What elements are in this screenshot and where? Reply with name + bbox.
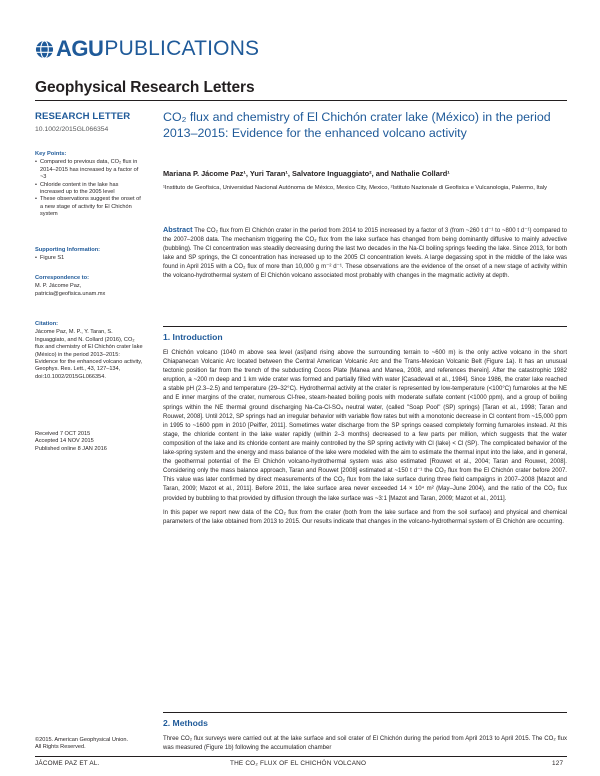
introduction-paragraph: El Chichón volcano (1040 m above sea level (asl)and rising above the surrounding terrain to ~600 m) is the only active volcano in the short Chiapanecan Volcanic Arc located between the Central American Volcanic Arc and the Trans-Mexican Volcanic Belt (Figure 1a). It has an unusual tectonic position far from the trench of the subducting Cocos Plate [Manea and Manea, 2008, and references therein]. After the catastrophic 1982 eruption, a ~200 m deep and 1 km wide crater was formed and partially filled with water [Casadevall et al., 1984]. Since 1986, the crater lake reached a stable pH (2.3–2.5) and temperature (29–32°C). Hydrothermal activity at the crater is represented by low-temperature (<100°C) fumaroles at the NE and E inner margins of the crater, numerous Cl-free, steam-heated boiling pools with moderate sulfate content (<1000 ppm), and a group of boiling springs within the NE thermal ground discharging Na-Ca-Cl-SO₄ neutral water, (called "Soap Pool" (SP) springs) [Taran et al., 1998; Taran and Rouwet, 2008]. Until 2012, SP springs had an irregular behavior with variable flow rates but with a monotonic decrease in Cl content from ~15,000 ppm in 1995 to ~1600 ppm in 2010 [Peiffer, 2011]. Sometimes water discharge from the SP springs ceased completely forming fumaroles instead. At this stage, the chloride content in the lake water rapidly (within 2–3 months) decreased to a few parts per million, which suggests that the water composition of the lake and its chloride content are mainly controlled by the SP spring activity with Cl (lake) < Cl (SP). The complicated behavior of the lake-spring system and the energy and mass balance of the lake were modeled with the aim to estimate the thermal input into the lake, and in general, the geothermal potential of the El Chichón volcano-hydrothermal system was also estimated [Rouwet et al., 2004; Taran and Rouwet, 2008]. Considering only the mass balance approach, Taran and Rouwet [2008] estimated at ~150 t d⁻¹ the CO₂ flux from the El Chichón crater before 2007. This value was later confirmed by direct measurements of the CO₂ flux from the lake surface during three field campaigns in 2007–2008 [Mazot and Taran, 2009; Mazot et al., 2011]. Before 2011, the lake surface area never exceeded 14 × 10⁴ m² (May–June 2004), and the ratio of the CO₂ flux provided by bubbling to that provided by diffusion through the lake surface was ~3:1 [Mazot and Taran, 2009; Mazot et al., 2011]. [163,350,567,502]
logo-publications-text: PUBLICATIONS [104,37,260,60]
received-date: Received 7 OCT 2015 [35,431,91,437]
supporting-heading: Supporting Information: [35,247,101,253]
abstract-text: The CO₂ flux from El Chichón crater in the period from 2014 to 2015 increased by a factor of 3 (from ~260 t d⁻¹ to ~800 t d⁻¹) compared to the 2007–2008 data. The mechanism triggering the CO₂ flux from the lake surface has changed from being dominantly diffusive to mainly advective (bubbling). The Cl concentration was steadily decreasing during the last two decades in the Na-Cl boiling springs feeding the lake. Since 2013, for both lake and SP springs, the Cl concentration has increased up to the 2005 Cl concentration levels. A large degassing spot in the middle of the lake was found in April 2015 with a CO₂ flux of more than 10,000 g m⁻² d⁻¹. These observations are the evidence of the onset of a new stage of activity within the volcano-hydrothermal system of El Chichón volcano associated most probably with changes in the magmatic activity at depth. [163,228,567,280]
article-authors: Mariana P. Jácome Paz¹, Yuri Taran¹, Salvatore Inguaggiato², and Nathalie Collard¹ [163,169,450,178]
article-type: RESEARCH LETTER [35,111,131,122]
key-points-heading: Key Points: [35,151,67,157]
article-doi[interactable]: 10.1002/2015GL066354 [35,126,109,133]
key-point-item: • Compared to previous data, CO₂ flux in 2014–2015 has increased by a factor of ~3 [35,159,143,181]
section-divider [163,712,567,713]
citation [35,321,143,381]
footer-divider [35,756,567,757]
citation-text: Jácome Paz, M. P., Y. Taran, S. Inguaggiato, and N. Collard (2016), CO₂ flux and chemistry of El Chichón crater lake (México) in the period 2013–2015: Evidence for the enhanced volcano activity, Geophys. Res. Lett., 43, 127–134, doi:10.1002/2015GL066354. [35,329,143,380]
section-title-methods: 2. Methods [163,718,208,728]
article-title: CO₂ flux and chemistry of El Chichón crater lake (México) in the period 2013–2015: Evidence for the enhanced volcano activity [163,110,551,140]
copyright-line-2: All Rights Reserved. [35,744,86,751]
page-number: 127 [552,760,564,767]
key-point-item: • These observations suggest the onset of a new stage of activity for El Chichón system [35,196,143,218]
methods-paragraph: Three CO₂ flux surveys were carried out at the lake surface and soil crater of El Chichón during the period from April 2013 to April 2015. The CO₂ flux was measured (Figure 1b) following the accumulation chamber [163,736,567,752]
introduction-paragraph: In this paper we report new data of the CO₂ flux from the crater (both from the lake surface and from the soil surface) and physical and chemical parameters of the lake obtained from 2013 to 2015. Our results indicate that changes in the volcano-hydrothermal system of El Chichón are occurring. [163,509,567,525]
logo-agu-text: AGU [56,36,104,61]
author-affiliations: ¹Instituto de Geofísica, Universidad Nacional Autónoma de México, Mexico City, Mexico, ²Istituto Nazionale di Geofisica e Vulcanologia, Palermo, Italy [163,185,548,191]
correspondence-email[interactable]: patricia@geofisica.unam.mx [35,290,106,297]
header-divider [35,100,567,101]
abstract [163,225,567,282]
article-dates [35,431,143,453]
section-title-introduction: 1. Introduction [163,332,223,342]
journal-title: Geophysical Research Letters [35,79,255,96]
published-date: Published online 8 JAN 2016 [35,445,107,452]
methods-body [163,735,567,758]
introduction-body [163,349,567,532]
key-point-item: • Chloride content in the lake has increased up to the 2005 level [35,182,143,197]
supporting-item[interactable]: • Figure S1 [35,255,143,262]
correspondence-name: M. P. Jácome Paz, [35,283,82,290]
supporting-information [35,247,143,263]
supporting-list [35,255,143,262]
accepted-date: Accepted 14 NOV 2015 [35,438,94,445]
section-divider [163,326,567,327]
agu-publications-logo [35,37,259,61]
copyright [35,737,143,752]
citation-heading: Citation: [35,321,59,327]
footer-running-title: THE CO₂ FLUX OF EL CHICHÓN VOLCANO [230,760,367,767]
abstract-label: Abstract [163,225,193,234]
correspondence-heading: Correspondence to: [35,275,90,281]
globe-icon [35,40,54,59]
copyright-line-1: ©2015. American Geophysical Union. [35,737,129,743]
correspondence [35,275,143,298]
key-points [35,151,143,219]
key-points-list [35,159,143,218]
footer-authors: JÁCOME PAZ ET AL. [35,760,100,767]
